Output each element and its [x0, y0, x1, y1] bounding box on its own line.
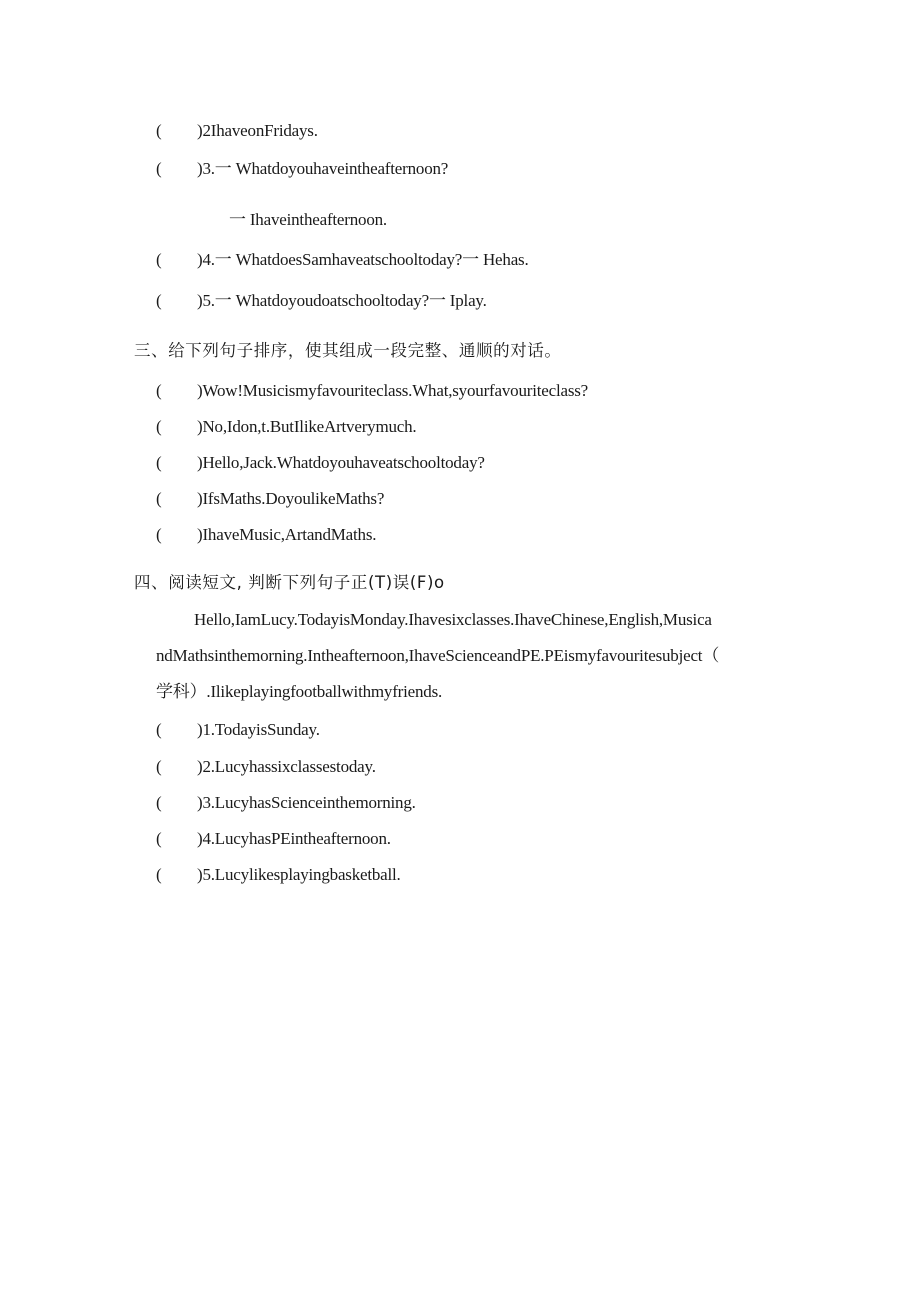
question-text: )3.一 Whatdoyouhaveintheafternoon? [197, 159, 449, 178]
passage-line: Hello,IamLucy.TodayisMonday.Ihavesixclasses.IhaveChinese,English,Musica [194, 610, 712, 629]
question-text: )IfsMaths.DoyoulikeMaths? [197, 489, 385, 508]
answer-paren[interactable]: ( [156, 381, 162, 400]
answer-paren[interactable]: ( [156, 865, 162, 884]
question-text: )3.LucyhasScienceinthemorning. [197, 793, 416, 812]
question-text: )1.TodayisSunday. [197, 720, 320, 739]
question-text: )No,Idon,t.ButIlikeArtverymuch. [197, 417, 417, 436]
answer-paren[interactable]: ( [156, 291, 162, 310]
answer-paren[interactable]: ( [156, 453, 162, 472]
question-text: )5.一 Whatdoyoudoatschooltoday?一 Iplay. [197, 291, 487, 310]
question-text: )Wow!Musicismyfavouriteclass.What,syourfavouriteclass? [197, 381, 588, 400]
answer-paren[interactable]: ( [156, 829, 162, 848]
section-4-heading: 四、阅读短文, 判断下列句子正(T)误(F)o [134, 573, 445, 592]
answer-paren[interactable]: ( [156, 757, 162, 776]
question-text: )5.Lucylikesplayingbasketball. [197, 865, 401, 884]
question-continuation: 一 Ihaveintheafternoon. [229, 210, 387, 229]
answer-paren[interactable]: ( [156, 793, 162, 812]
answer-paren[interactable]: ( [156, 525, 162, 544]
answer-paren[interactable]: ( [156, 121, 162, 140]
answer-paren[interactable]: ( [156, 159, 162, 178]
answer-paren[interactable]: ( [156, 489, 162, 508]
section-3-heading: 三、给下列句子排序，使其组成一段完整、通顺的对话。 [134, 341, 562, 360]
question-text: )IhaveMusic,ArtandMaths. [197, 525, 377, 544]
answer-paren[interactable]: ( [156, 417, 162, 436]
question-text: )2IhaveonFridays. [197, 121, 318, 140]
answer-paren[interactable]: ( [156, 720, 162, 739]
answer-paren[interactable]: ( [156, 250, 162, 269]
passage-line: ndMathsinthemorning.Intheafternoon,IhaveScienceandPE.PEismyfavouritesubject（ [156, 646, 720, 665]
question-text: )4.一 WhatdoesSamhaveatschooltoday?一 Hehas. [197, 250, 529, 269]
question-text: )4.LucyhasPEintheafternoon. [197, 829, 391, 848]
passage-line: 学科）.Ilikeplayingfootballwithmyfriends. [156, 682, 443, 701]
question-text: )Hello,Jack.Whatdoyouhaveatschooltoday? [197, 453, 485, 472]
question-text: )2.Lucyhassixclassestoday. [197, 757, 376, 776]
